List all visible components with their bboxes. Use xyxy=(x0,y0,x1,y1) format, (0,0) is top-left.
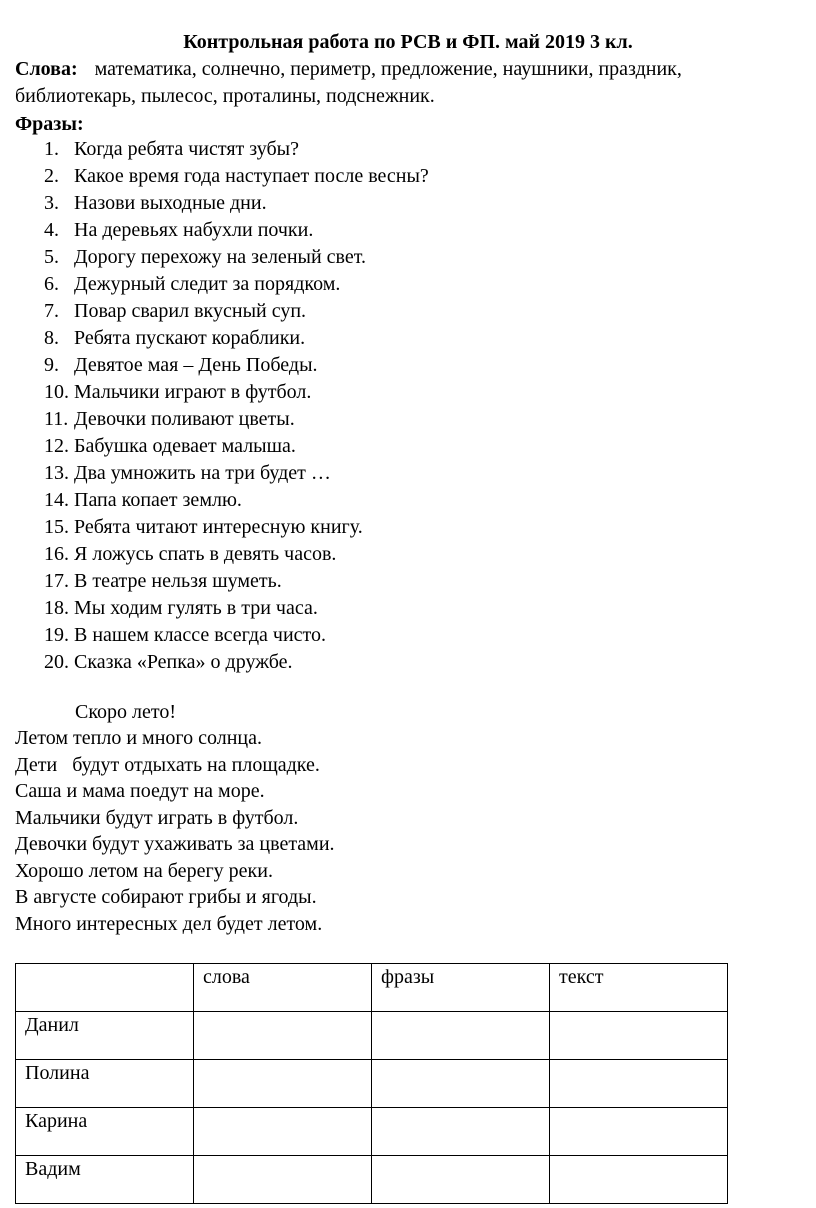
words-label: Слова: xyxy=(15,58,78,80)
table-row xyxy=(16,1060,728,1108)
student-name-cell: Полина xyxy=(16,1060,194,1108)
phrase-text: Девятое мая – День Победы. xyxy=(74,354,318,376)
phrase-item xyxy=(44,487,429,514)
phrase-item xyxy=(44,568,429,595)
text-title: Скоро лето! xyxy=(75,701,177,723)
phrase-number: 12. xyxy=(44,435,69,457)
phrase-text: Назови выходные дни. xyxy=(74,192,267,214)
phrase-text: На деревьях набухли почки. xyxy=(74,219,314,241)
phrase-number: 5. xyxy=(44,246,59,268)
phrase-text: Когда ребята чистят зубы? xyxy=(74,138,299,160)
phrase-number: 2. xyxy=(44,165,59,187)
phrase-number: 20. xyxy=(44,651,69,673)
table-header-cell: текст xyxy=(550,964,728,1012)
phrase-text: Повар сварил вкусный суп. xyxy=(74,300,307,322)
text-line: Много интересных дел будет летом. xyxy=(15,912,323,935)
phrase-number: 7. xyxy=(44,300,59,322)
words-line-1 xyxy=(15,56,805,83)
phrase-text: Дорогу перехожу на зеленый свет. xyxy=(74,246,366,268)
phrase-item xyxy=(44,136,429,163)
table-cell xyxy=(550,1012,728,1060)
phrase-item xyxy=(44,190,429,217)
phrase-item xyxy=(44,622,429,649)
table-header-cell: слова xyxy=(194,964,372,1012)
text-line: Дети будут отдыхать на площадке. xyxy=(15,753,320,776)
table-cell xyxy=(194,1108,372,1156)
phrase-number: 18. xyxy=(44,597,69,619)
phrase-item xyxy=(44,433,429,460)
phrase-text: В нашем классе всегда чисто. xyxy=(74,624,327,646)
phrase-text: Ребята читают интересную книгу. xyxy=(74,516,363,538)
reading-text xyxy=(15,725,335,937)
phrase-number: 17. xyxy=(44,570,69,592)
phrase-item xyxy=(44,379,429,406)
student-name-cell: Карина xyxy=(16,1108,194,1156)
phrase-number: 19. xyxy=(44,624,69,646)
phrase-number: 15. xyxy=(44,516,69,538)
phrase-number: 11. xyxy=(44,408,69,430)
phrase-number: 13. xyxy=(44,462,69,484)
table-cell xyxy=(550,1108,728,1156)
table-header-cell xyxy=(16,964,194,1012)
phrases-label: Фразы: xyxy=(15,113,84,135)
phrase-number: 3. xyxy=(44,192,59,214)
phrase-text: Папа копает землю. xyxy=(74,489,242,511)
phrase-item xyxy=(44,541,429,568)
phrase-item xyxy=(44,649,429,676)
table-cell xyxy=(194,1012,372,1060)
text-line: Саша и мама поедут на море. xyxy=(15,780,265,802)
phrase-item xyxy=(44,406,429,433)
phrase-text: Какое время года наступает после весны? xyxy=(74,165,429,187)
phrase-text: Сказка «Репка» о дружбе. xyxy=(74,651,293,673)
phrase-number: 6. xyxy=(44,273,59,295)
phrase-text: Девочки поливают цветы. xyxy=(74,408,295,430)
student-name-cell: Вадим xyxy=(16,1156,194,1204)
phrase-text: Дежурный следит за порядком. xyxy=(74,273,341,295)
phrase-item xyxy=(44,298,429,325)
text-line: Летом тепло и много солнца. xyxy=(15,727,263,749)
page-title: Контрольная работа по РСВ и ФП. май 2019 3 кл. xyxy=(183,31,633,53)
table-row xyxy=(16,1108,728,1156)
table-header-cell: фразы xyxy=(372,964,550,1012)
phrase-number: 4. xyxy=(44,219,59,241)
phrase-number: 8. xyxy=(44,327,59,349)
phrase-item xyxy=(44,163,429,190)
words-section xyxy=(15,56,805,110)
table-header-row xyxy=(16,964,728,1012)
phrase-item xyxy=(44,244,429,271)
table-row xyxy=(16,1012,728,1060)
words-list-part-1: математика, солнечно, периметр, предложение, наушники, праздник, xyxy=(94,58,682,80)
phrase-number: 9. xyxy=(44,354,59,376)
table-cell xyxy=(372,1156,550,1204)
phrase-number: 14. xyxy=(44,489,69,511)
phrase-text: Два умножить на три будет … xyxy=(74,462,331,484)
table-cell xyxy=(194,1156,372,1204)
phrase-item xyxy=(44,352,429,379)
student-name-cell: Данил xyxy=(16,1012,194,1060)
phrase-text: Бабушка одевает малыша. xyxy=(74,435,296,457)
text-line: Девочки будут ухаживать за цветами. xyxy=(15,833,335,855)
phrase-number: 1. xyxy=(44,138,59,160)
table-cell xyxy=(550,1060,728,1108)
phrase-item xyxy=(44,460,429,487)
phrase-text: Я ложусь спать в девять часов. xyxy=(74,543,337,565)
phrase-item xyxy=(44,514,429,541)
phrase-text: В театре нельзя шуметь. xyxy=(74,570,282,592)
phrase-number: 10. xyxy=(44,381,69,403)
table-cell xyxy=(372,1060,550,1108)
phrase-text: Мы ходим гулять в три часа. xyxy=(74,597,318,619)
phrase-item xyxy=(44,595,429,622)
phrase-number: 16. xyxy=(44,543,69,565)
phrase-text: Ребята пускают кораблики. xyxy=(74,327,306,349)
table-cell xyxy=(372,1108,550,1156)
table-row xyxy=(16,1156,728,1204)
phrase-item xyxy=(44,217,429,244)
text-line: В августе собирают грибы и ягоды. xyxy=(15,886,317,908)
text-line: Хорошо летом на берегу реки. xyxy=(15,859,273,882)
phrase-item xyxy=(44,271,429,298)
table-cell xyxy=(372,1012,550,1060)
table-cell xyxy=(194,1060,372,1108)
results-table xyxy=(15,963,728,1204)
table-cell xyxy=(550,1156,728,1204)
words-line-2: библиотекарь, пылесос, проталины, подснежник. xyxy=(15,85,435,107)
phrases-list xyxy=(44,136,429,676)
phrase-item xyxy=(44,325,429,352)
phrase-text: Мальчики играют в футбол. xyxy=(74,381,312,403)
text-line: Мальчики будут играть в футбол. xyxy=(15,806,299,829)
